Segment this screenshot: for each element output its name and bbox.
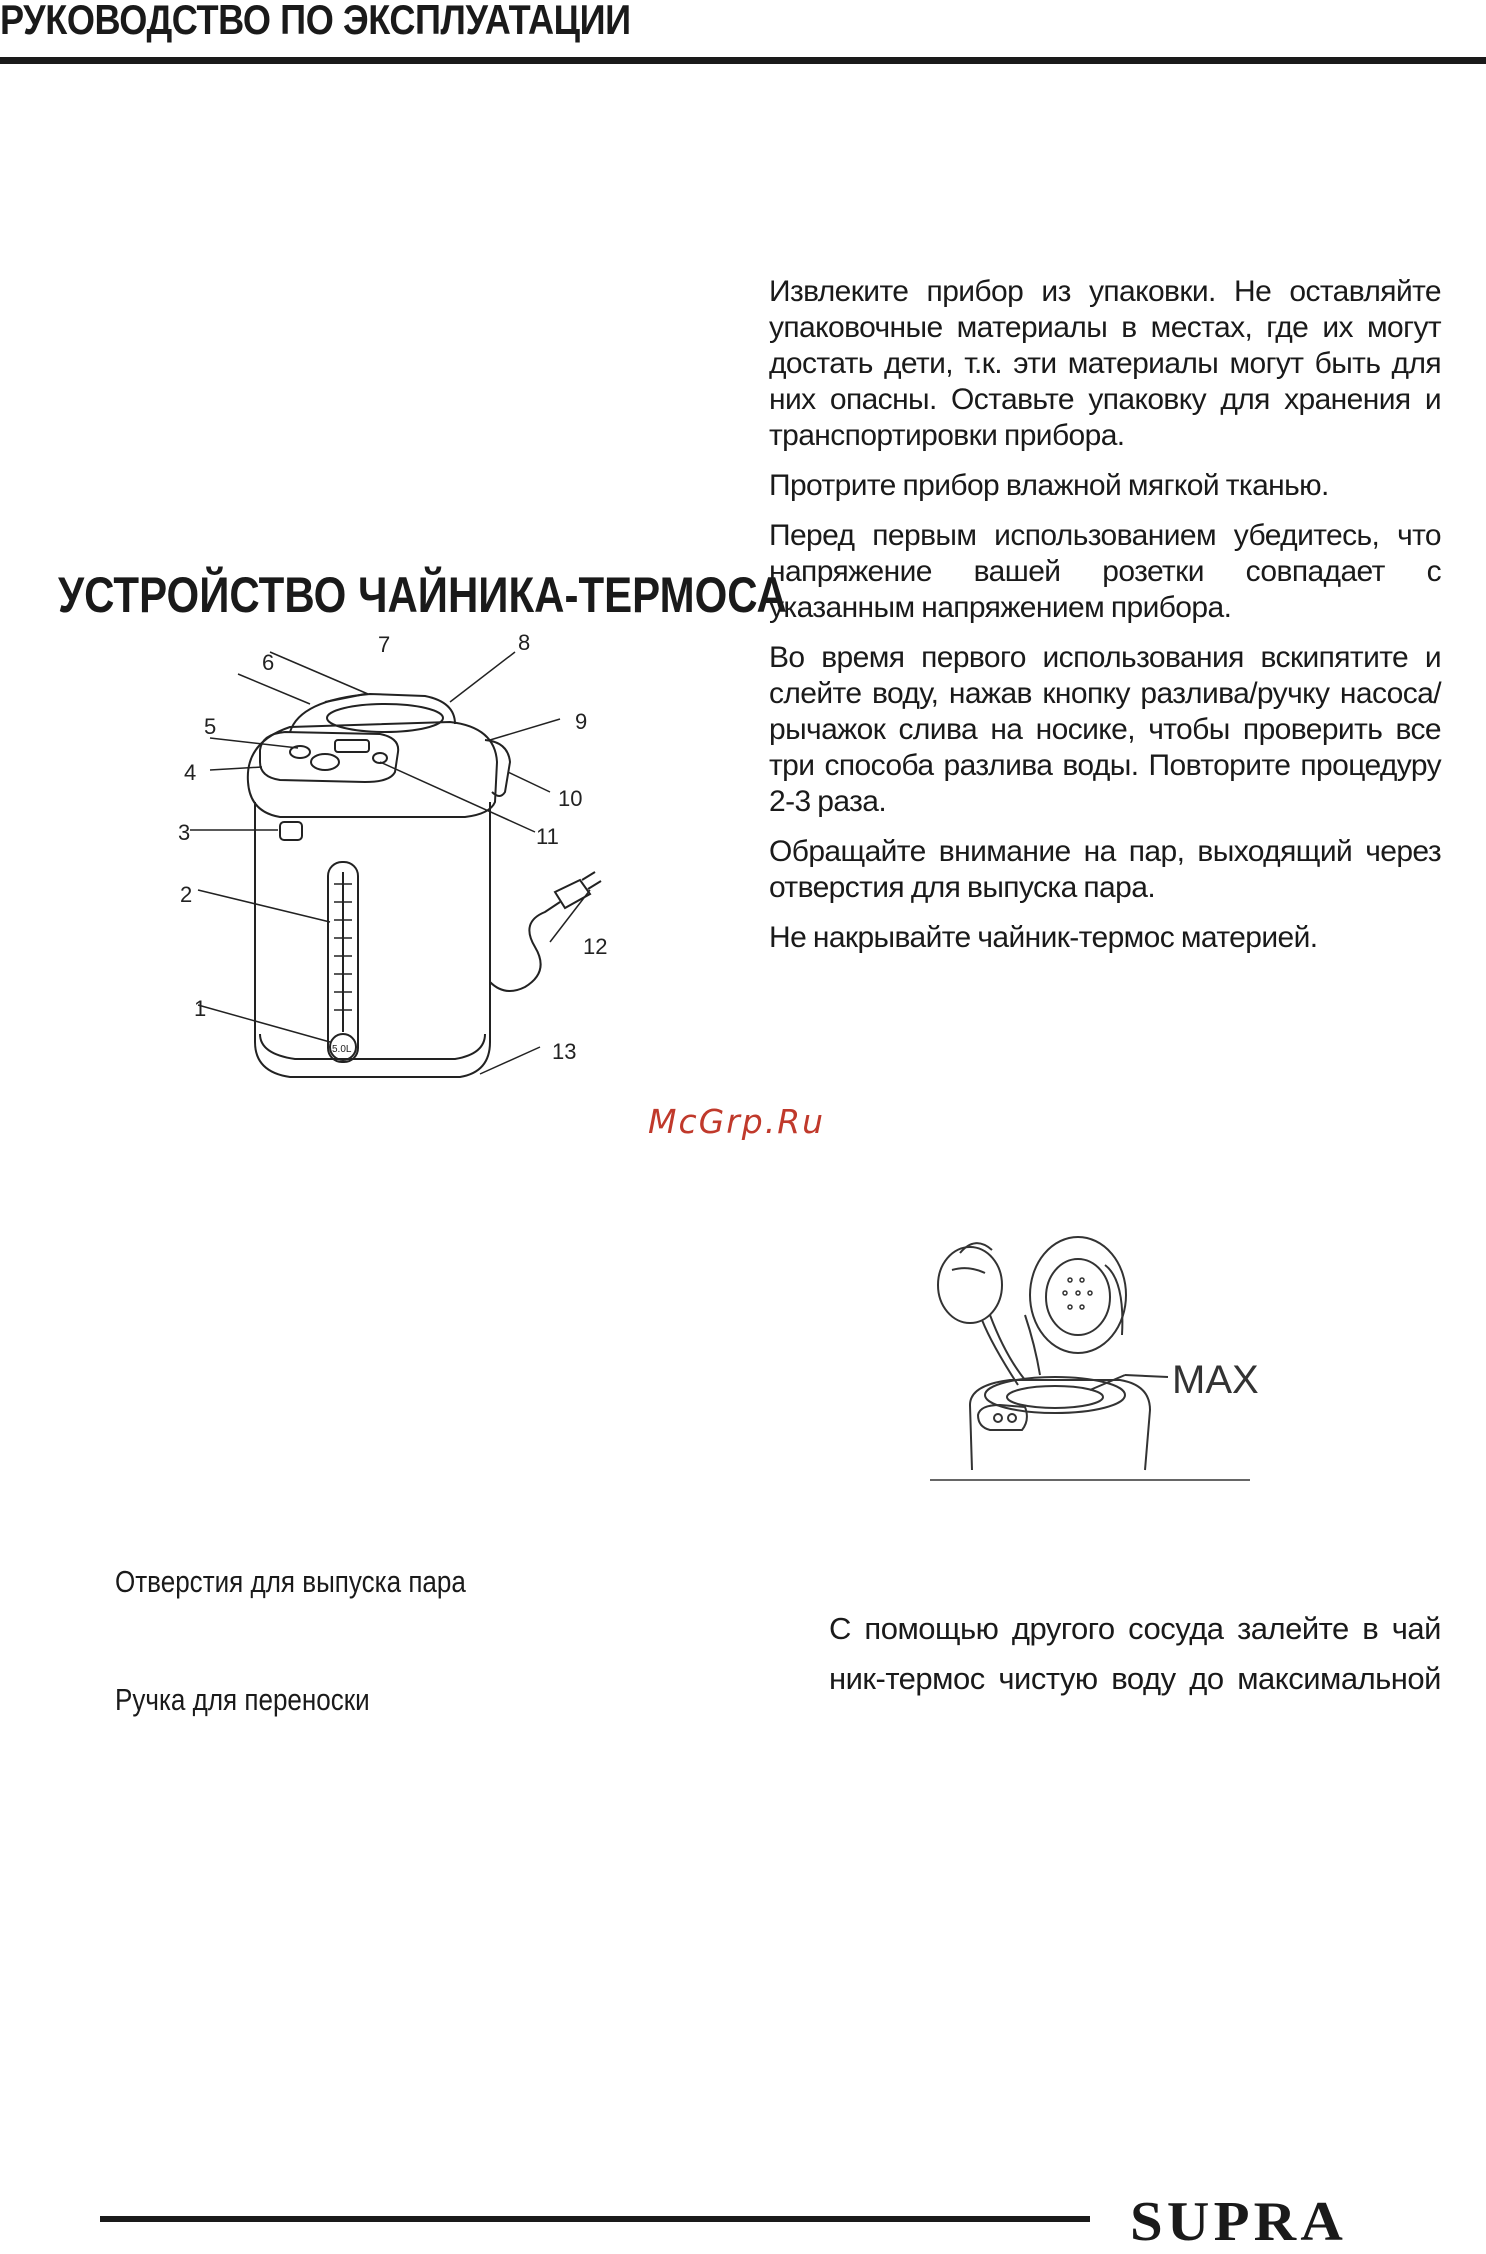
instruction-first-boil: Во время первого использования вскипятите и слейте воду, нажав кнопку разлива/ручку насоса/рычажок слива на носике, чтобы проверить все три способа разлива воды. Повторите процедуру 2-3 раза. [769,641,1441,818]
diagram-callout-3: 3 [178,820,191,845]
fill-instruction [829,1604,1441,1704]
fill-instruction-line-2: ник-термос чистую воду до максимальной [829,1661,1441,1696]
diagram-callout-9: 9 [575,709,588,734]
instruction-steam: Обращайте внимание на пар, выходящий через отверстия для выпуска пара. [769,835,1441,904]
instruction-unpack: Извлеките прибор из упаковки. Не оставляйте упаковочные материалы в местах, где их могут достать дети, т.к. эти материалы могут быть для них опасны. Оставьте упаковку для хранения и транспортировки прибора. [769,275,1441,452]
filling-illustration [930,1225,1300,1495]
header-divider [0,57,1486,64]
footer-divider [100,2216,1090,2222]
diagram-callout-2: 2 [180,882,193,907]
water-window-marking: 5.0L [332,1044,352,1055]
page-header-title: РУКОВОДСТВО ПО ЭКСПЛУАТАЦИИ [0,0,631,43]
instruction-voltage: Перед первым использованием убедитесь, что напряжение вашей розетки совпадает с указанным напряжением прибора. [769,519,1441,624]
diagram-callout-4: 4 [184,760,197,785]
instruction-no-cover: Не накрывайте чайник-термос материей. [769,921,1318,954]
diagram-callout-6: 6 [262,650,275,675]
diagram-callout-1: 1 [194,996,207,1021]
fill-instruction-line-1: С помощью другого сосуда залейте в чай [829,1611,1441,1646]
brand-logo: SUPRA [1130,2191,1348,2253]
thermopot-diagram [150,622,630,1112]
diagram-callout-10: 10 [558,786,583,811]
diagram-callout-7: 7 [378,632,391,657]
instruction-wipe: Протрите прибор влажной мягкой тканью. [769,469,1329,502]
instructions-column [769,274,1441,970]
label-steam-vents: Отверстия для выпуска пара [115,1564,466,1599]
max-label: MAX [1172,1358,1259,1402]
diagram-callout-11: 11 [536,824,559,849]
label-carry-handle: Ручка для переноски [115,1682,370,1717]
diagram-callout-12: 12 [583,934,608,959]
diagram-callout-5: 5 [204,714,217,739]
watermark: McGrp.Ru [648,1102,826,1141]
diagram-callout-8: 8 [518,630,531,655]
section-title: УСТРОЙСТВО ЧАЙНИКА-ТЕРМОСА [58,567,787,623]
diagram-callout-13: 13 [552,1039,577,1064]
